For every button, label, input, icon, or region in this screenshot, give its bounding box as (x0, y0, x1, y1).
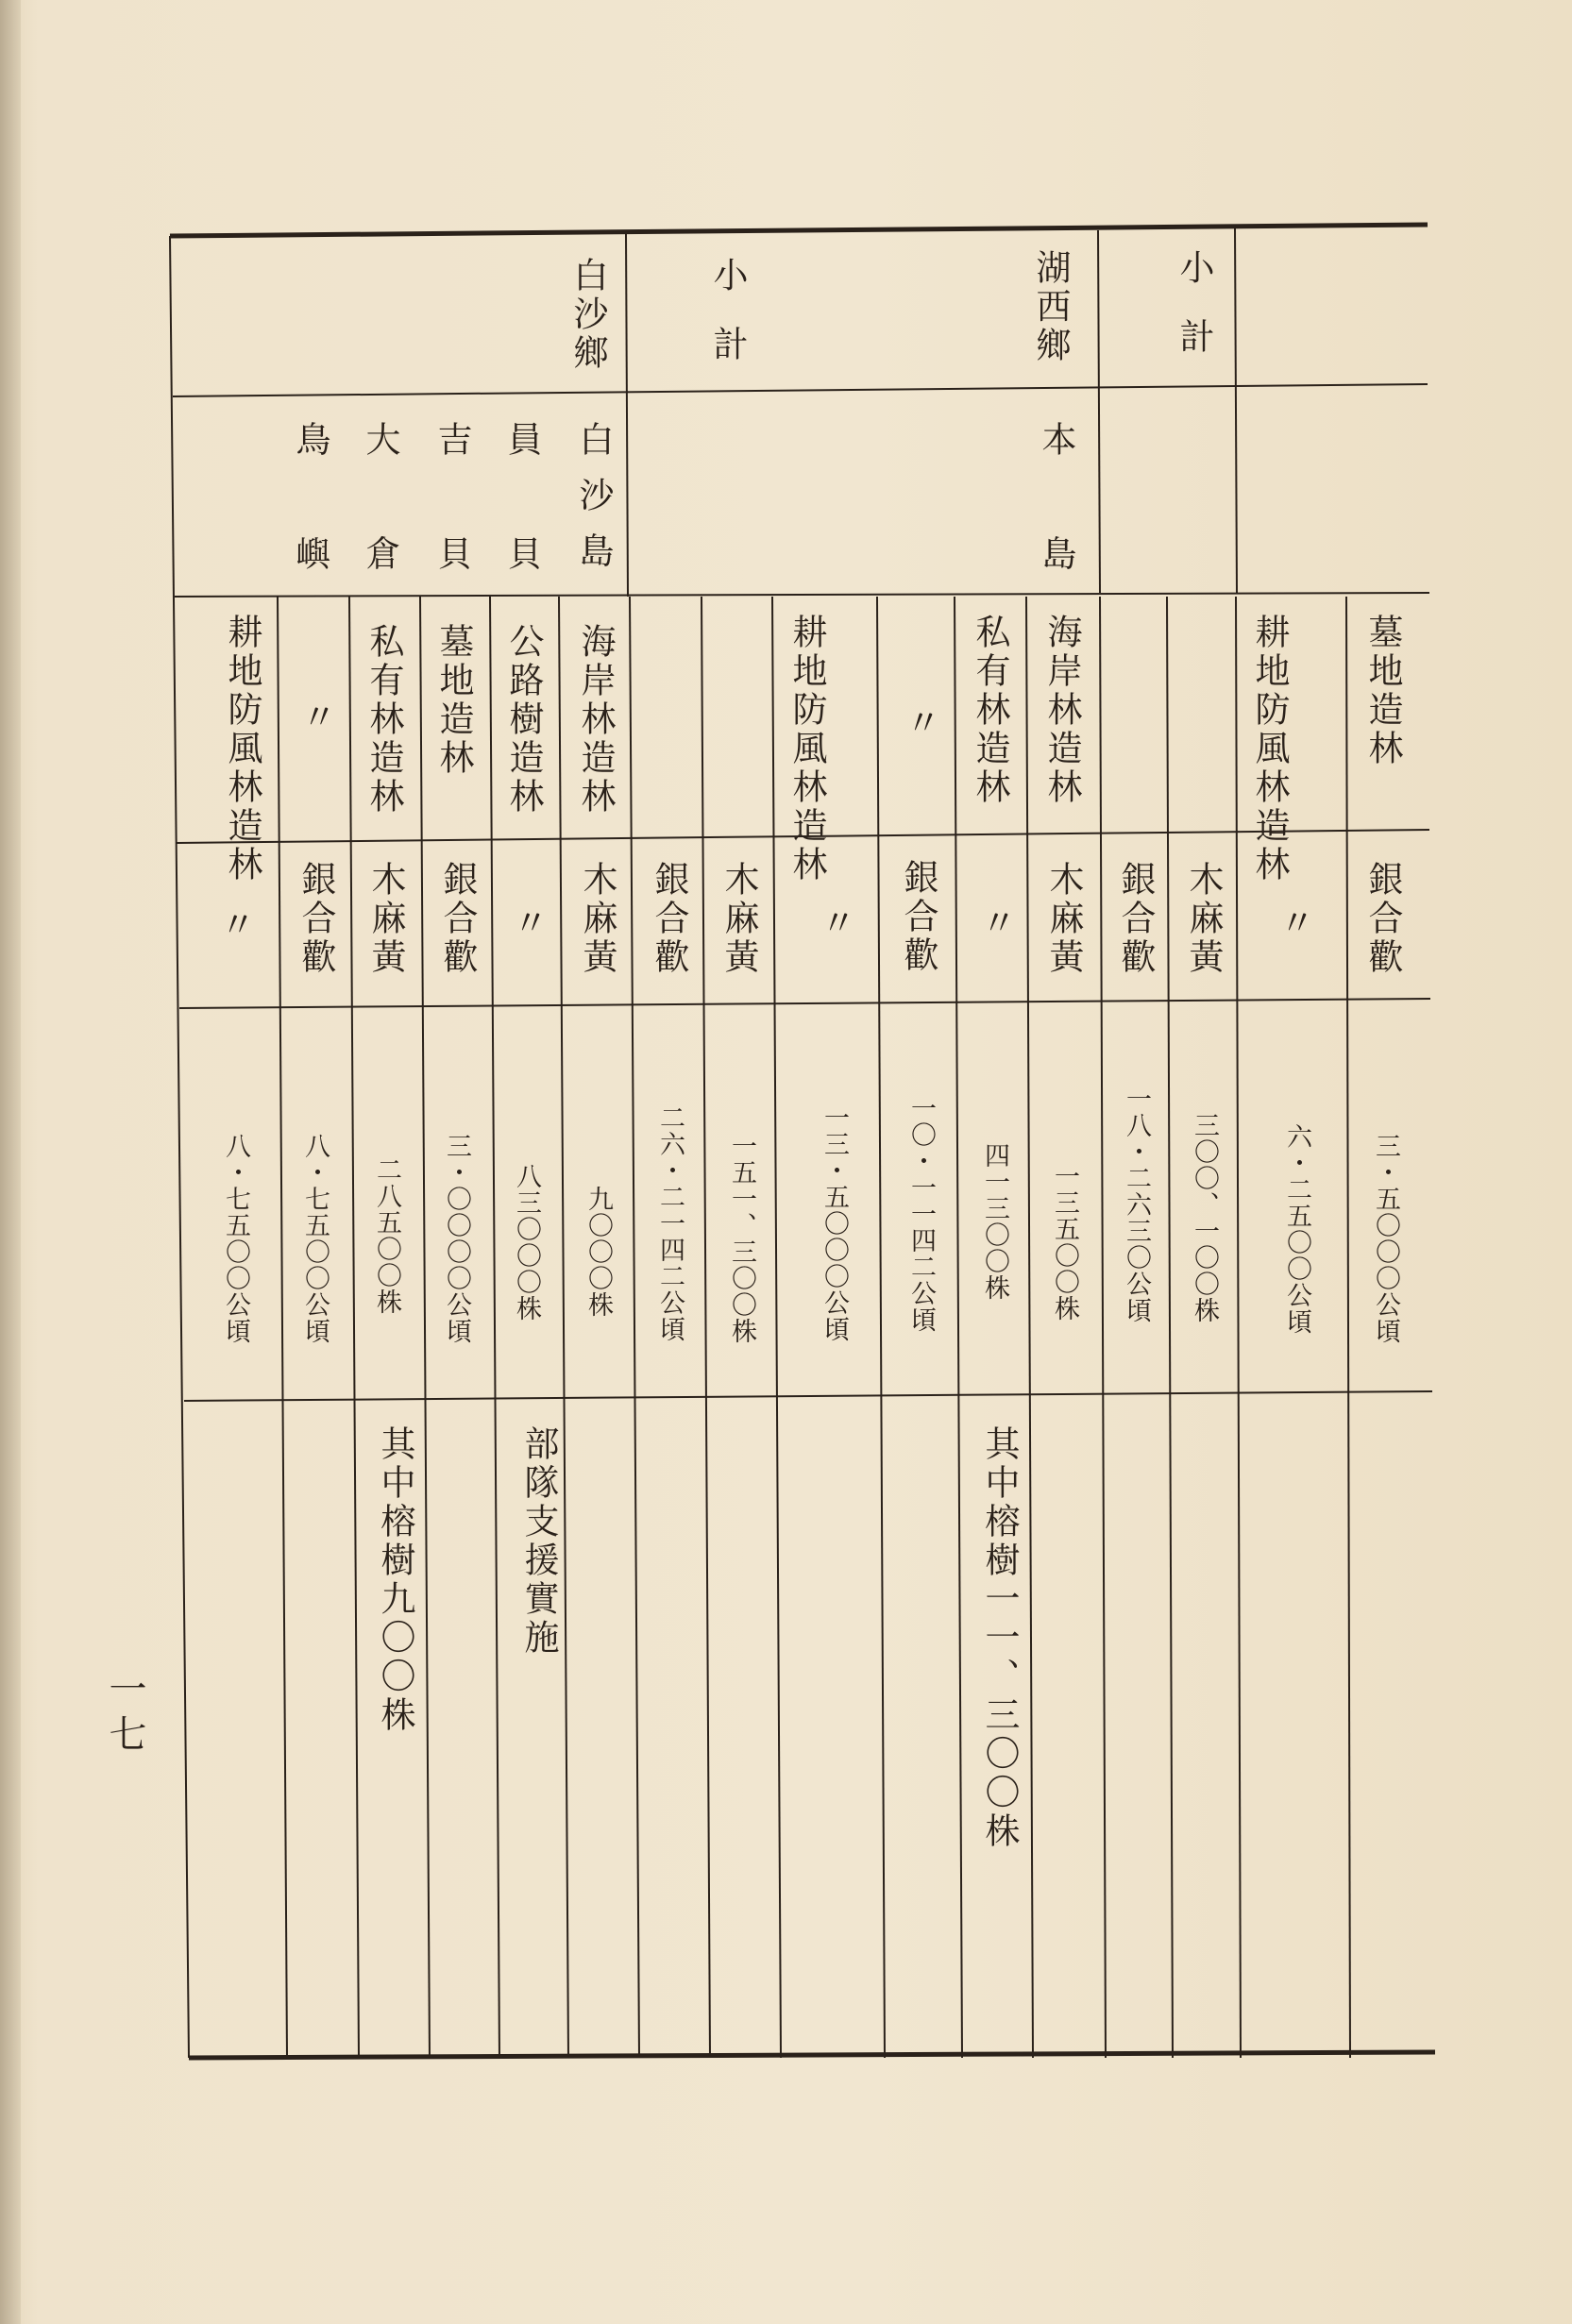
row-rule-5 (184, 1391, 1432, 1401)
row-type: 私有林造林 (970, 614, 1010, 807)
row-species: 木麻黃 (1183, 861, 1224, 977)
row-amount: 一三・五〇〇〇公頃 (820, 1104, 849, 1342)
township-huxi: 湖西鄉 (1030, 249, 1071, 365)
header-col-3 (1235, 228, 1237, 593)
row-note: 其中榕樹一一、三〇〇株 (979, 1425, 1020, 1851)
row-species: 〃 (507, 904, 548, 943)
header-col-1 (626, 234, 628, 597)
row-rule-4 (179, 999, 1430, 1008)
row-amount: 八三〇〇〇株 (512, 1163, 541, 1322)
place-baisha-island: 白沙島 (573, 421, 614, 588)
row-type: 〃 (296, 699, 336, 737)
row-species: 木麻黃 (1043, 861, 1084, 977)
row-species: 銀合歡 (898, 859, 938, 975)
row-type: 墓地造林 (1362, 614, 1403, 768)
row-type: 耕地防風林造林 (222, 614, 262, 884)
row-amount: 一〇・一一四二公頃 (906, 1095, 936, 1333)
row-species: 〃 (975, 904, 1016, 943)
row-amount: 八・七五〇〇公頃 (300, 1133, 330, 1344)
place-yuanbei: 員貝 (501, 421, 542, 649)
row-type: 〃 (900, 704, 940, 743)
row-rule-1 (173, 384, 1428, 396)
row-type: 耕地防風林造林 (1249, 614, 1290, 884)
row-species: 銀合歡 (1362, 861, 1403, 977)
row-amount: 一三五〇〇株 (1050, 1163, 1079, 1322)
row-species: 〃 (815, 904, 855, 943)
place-dacang: 大倉 (360, 421, 400, 649)
place-benda: 本島 (1036, 421, 1076, 649)
row-type: 耕地防風林造林 (786, 614, 827, 884)
row-amount: 三・五〇〇〇公頃 (1371, 1133, 1400, 1344)
row-amount: 二八五〇〇株 (372, 1156, 401, 1315)
row-species: 銀合歡 (296, 861, 336, 977)
row-amount: 一五一、三〇〇株 (727, 1133, 756, 1344)
row-amount: 四一三〇〇株 (980, 1142, 1009, 1301)
row-amount: 三〇〇、一〇〇株 (1190, 1112, 1219, 1323)
row-note: 部隊支援實施 (518, 1425, 559, 1658)
row-type: 私有林造林 (363, 623, 404, 817)
place-niaoyu: 鳥嶼 (290, 421, 330, 649)
row-species: 木麻黃 (577, 861, 617, 977)
subtotal-label-1: 小計 (707, 257, 748, 395)
left-border (170, 236, 189, 2058)
row-species: 〃 (214, 906, 255, 945)
row-amount: 一八・二六三〇公頃 (1122, 1086, 1151, 1323)
table-bottom-rule (189, 2052, 1435, 2058)
row-amount: 三・〇〇〇〇公頃 (442, 1133, 471, 1344)
row-species: 銀合歡 (437, 861, 478, 977)
township-baisha: 白沙鄉 (567, 257, 608, 373)
row-type: 墓地造林 (433, 623, 474, 778)
subtotal-label-2: 小計 (1174, 249, 1214, 387)
page-number: 一七 (103, 1669, 146, 1760)
row-amount: 九〇〇〇株 (583, 1186, 613, 1318)
row-type: 海岸林造林 (575, 623, 616, 817)
row-type: 海岸林造林 (1041, 614, 1082, 807)
row-amount: 八・七五〇〇公頃 (221, 1133, 250, 1344)
row-species: 木麻黃 (718, 861, 759, 977)
row-type: 公路樹造林 (503, 623, 544, 817)
table-top-rule (170, 225, 1428, 236)
row-note: 其中榕樹九〇〇株 (375, 1425, 415, 1735)
row-species: 木麻黃 (365, 861, 406, 977)
row-species: 〃 (1274, 904, 1314, 943)
row-species: 銀合歡 (649, 861, 689, 977)
row-species: 銀合歡 (1115, 861, 1156, 977)
place-jibei: 吉貝 (431, 421, 472, 649)
row-amount: 二六・二一四二公頃 (655, 1104, 685, 1342)
row-amount: 六・二五〇〇公頃 (1282, 1123, 1311, 1335)
header-col-2 (1098, 230, 1100, 593)
